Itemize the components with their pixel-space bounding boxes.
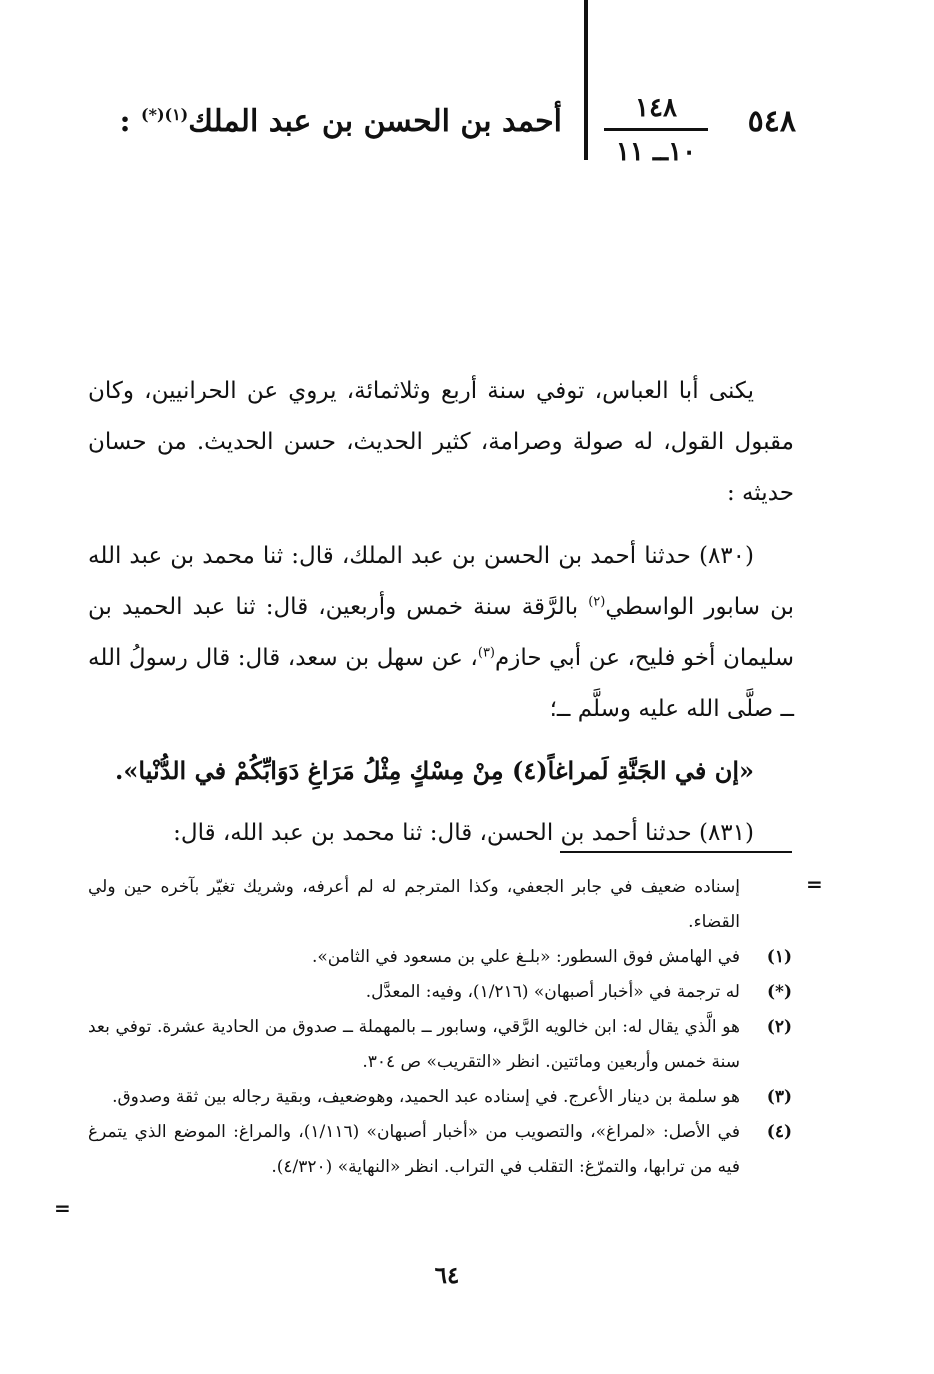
footnote-ref-3: (٣) bbox=[477, 645, 495, 661]
footnote-4 bbox=[88, 1115, 792, 1185]
fraction-bar bbox=[604, 128, 708, 131]
footnote-label: (١) bbox=[766, 947, 792, 967]
footnote-2 bbox=[88, 1010, 792, 1080]
footnote-label: (*) bbox=[767, 982, 792, 1002]
hadith-830-part3: ، عن سهل بن سعد، قال: قال رسولُ الله ــ صلَّى الله عليه وسلَّم ــ؛ bbox=[88, 645, 794, 722]
footnote-text: هو الَّذي يقال له: ابن خالويه الرَّقي، وسابور ــ بالمهملة ــ صدوق من الحادية عشرة. توفي بعد سنة خمس وأربعين ومائتين. انظر «التقريب» ص ٣٠٤. bbox=[88, 1017, 740, 1072]
footnote-star bbox=[88, 975, 792, 1010]
footnote-label: (٢) bbox=[766, 1017, 792, 1037]
footnote-continuation-mark: = bbox=[806, 872, 823, 896]
entry-reference-fraction bbox=[604, 90, 708, 167]
footnote-continuation bbox=[88, 870, 792, 940]
footnote-label: (٣) bbox=[766, 1087, 792, 1107]
footnote-label: (٤) bbox=[766, 1122, 792, 1142]
footnote-end-mark: = bbox=[54, 1196, 71, 1220]
header-divider bbox=[584, 0, 588, 160]
entry-title bbox=[119, 104, 562, 139]
fraction-top: ١٤٨ bbox=[635, 93, 677, 123]
hadith-830-part1: (٨٣٠) حدثنا أحمد بن الحسن بن عبد الملك، قال: ثنا محمد بن عبد الله بن سابور الواسطي bbox=[88, 543, 794, 620]
footnote-text: هو سلمة بن دينار الأعرج. في إسناده عبد الحميد، وهوضعيف، وبقية رجاله بين ثقة وصدوق. bbox=[112, 1087, 740, 1107]
footnote-separator bbox=[560, 851, 792, 853]
footnote-text: في الأصل: «لمراغ»، والتصويب من «أخبار أصبهان» (١/١١٦)، والمراغ: الموضع الذي يتمرغ فيه من ترابها، والتمرّغ: التقلب في التراب. انظر «النهاية» (٤/٣٢٠). bbox=[88, 1122, 740, 1177]
fraction-bottom: ١٠ــ ١١ bbox=[615, 137, 697, 167]
footnote-text: في الهامش فوق السطور: «بلـغ علي بن مسعود في الثامن». bbox=[311, 947, 740, 967]
entry-number: ٥٤٨ bbox=[747, 104, 796, 139]
footnote-text: له ترجمة في «أخبار أصبهان» (١/٢١٦)، وفيه: المعدَّل. bbox=[365, 982, 740, 1002]
hadith-831-paragraph: (٨٣١) حدثنا أحمد بن الحسن، قال: ثنا محمد بن عبد الله، قال: bbox=[173, 820, 754, 846]
biography-paragraph: يكنى أبا العباس، توفي سنة أربع وثلاثمائة، يروي عن الحرانيين، وكان مقبول القول، له صولة وصرامة، كثير الحديث، حسن الحديث. من حسان حديثه : bbox=[88, 378, 794, 506]
hadith-text: «إن في الجَنَّةِ لَمراغاً(٤) مِنْ مِسْكٍ مِثْلُ مَرَاغِ دَوَابِّكُمْ في الدُّنْيا». bbox=[115, 756, 754, 785]
footnote-1 bbox=[88, 940, 792, 975]
entry-title-end: : bbox=[119, 104, 141, 139]
hadith-830-part2: بالرَّقة سنة خمس وأربعين، قال: ثنا عبد الحميد بن سليمان أخو فليح، عن أبي حازم bbox=[88, 594, 794, 671]
footnote-continuation-text: إسناده ضعيف في جابر الجعفي، وكذا المترجم له لم أعرفه، وشريك تغيّر بآخره حين ولي القضاء. bbox=[88, 877, 740, 932]
entry-title-text: أحمد بن الحسن بن عبد الملك bbox=[188, 104, 562, 139]
footnote-3 bbox=[88, 1080, 792, 1115]
footnotes bbox=[88, 870, 792, 1185]
hadith-830-paragraph bbox=[88, 531, 794, 735]
footnote-ref-2: (٢) bbox=[588, 594, 606, 610]
entry-title-refs: (١)(*) bbox=[141, 105, 189, 124]
page-number: ٦٤ bbox=[434, 1262, 460, 1289]
main-text bbox=[88, 366, 794, 859]
